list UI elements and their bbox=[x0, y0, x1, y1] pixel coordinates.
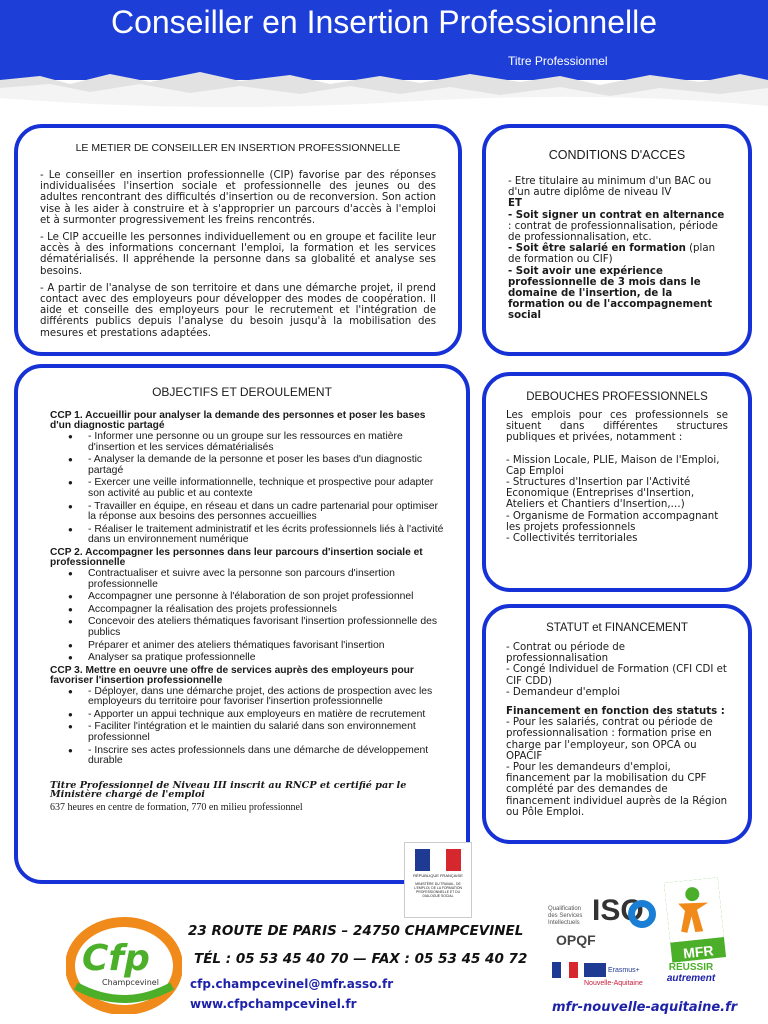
list-item: ● - Travailler en équipe, en réseau et dans un cadre partenarial pour optimiser la réponse aux besoins des personnes accueillies bbox=[50, 502, 448, 523]
cfp-logo bbox=[66, 916, 182, 1014]
address: 23 ROUTE DE PARIS – 24750 CHAMPCEVINEL bbox=[188, 923, 524, 939]
conditions-line: - Soit avoir une expérience professionnelle de 3 mois dans le domaine de l'insertion, de la formation ou de l'accompagnement social bbox=[508, 265, 713, 322]
autrement-text: autrement bbox=[666, 973, 716, 984]
torn-paper-decoration bbox=[0, 66, 768, 120]
email-link[interactable]: cfp.champcevinel@mfr.asso.fr bbox=[190, 977, 394, 991]
list-item: ● Analyser sa pratique professionnelle bbox=[50, 653, 448, 664]
objectifs-section bbox=[14, 364, 470, 884]
metier-paragraph: - Le CIP accueille les personnes individuellement ou en groupe et facilite leur accès à des informations concernant l'emploi, la formation et les services dématérialisés. Il appréhende la personne dans sa globalité et analyse ses besoins. bbox=[40, 232, 436, 277]
conditions-section bbox=[482, 124, 752, 356]
statut-item: - Contrat ou période de professionnalisation bbox=[506, 642, 625, 665]
list-item: ● Accompagner la réalisation des projets professionnels bbox=[50, 605, 448, 616]
metier-paragraph: - A partir de l'analyse de son territoire et dans une démarche projet, il prend contact avec des employeurs pour développer des modes de coopération. Il aide et conseille des employeurs pour le recrutement et l'intégration de différents publics depuis l'analyse du besoin jusqu'à la mobilisation des mesures et prestations adaptées. bbox=[40, 282, 436, 339]
mfr-logo bbox=[664, 877, 726, 962]
cfp-logo-sub: Champcevinel bbox=[102, 978, 159, 987]
metier-paragraph: - Le conseiller en insertion professionnelle (CIP) favorise par des réponses individualisées l'insertion sociale et professionnelle des jeunes ou des adultes rencontrant des difficultés d'insertion ou de reconversion. Son action vise à les aider à construire et à s'approprier un parcours d'accès à l'emploi et à surmonter progressivement les freins rencontrés. bbox=[40, 170, 436, 226]
statut-item: - Demandeur d'emploi bbox=[506, 686, 621, 698]
mfr-figure-icon bbox=[664, 877, 724, 942]
list-item: ● - Déployer, dans une démarche projet, des actions de prospection avec les employeurs du territoire pour favoriser l'insertion professionnelle bbox=[50, 687, 448, 708]
conditions-line bbox=[508, 243, 726, 265]
statut-section bbox=[482, 604, 752, 844]
statut-title: STATUT et FINANCEMENT bbox=[546, 622, 688, 634]
debouches-item: - Mission Locale, PLIE, Maison de l'Emploi, Cap Emploi bbox=[506, 454, 720, 477]
conditions-detail: (plan de formation ou CIF) bbox=[508, 243, 716, 266]
opqf-text: OPQF bbox=[556, 932, 596, 948]
region-logo bbox=[584, 980, 646, 996]
conditions-bold: - Soit être salarié en formation bbox=[508, 243, 686, 255]
list-item: ● - Informer une personne ou un groupe sur les ressources en matière d'insertion et les services dématérialisés bbox=[50, 432, 448, 453]
isq-caption: Qualification des Services Intellectuels bbox=[548, 906, 583, 926]
ministere-label: MINISTÈRE DU TRAVAIL, DE L'EMPLOI, DE LA FORMATION PROFESSIONNELLE ET DU DIALOGUE SOCIAL bbox=[414, 882, 462, 898]
debouches-intro: Les emplois pour ces professionnels se situent dans différentes structures publiques et privées, notamment : bbox=[506, 410, 728, 444]
list-item: ● Concevoir des ateliers thématiques favorisant l'insertion professionnelle des publics bbox=[50, 617, 448, 638]
list-item: ● - Inscrire ses actes professionnels dans une démarche de développement durable bbox=[50, 746, 448, 767]
debouches-item: - Structures d'Insertion par l'Activité Economique (Entreprises d'Insertion, Ateliers et Chantiers d'Insertion,…) bbox=[506, 477, 695, 511]
ccp1-list bbox=[50, 432, 448, 546]
reussir-text: RÉUSSIR bbox=[668, 962, 714, 973]
page-subtitle: Titre Professionnel bbox=[508, 54, 608, 68]
ccp3-heading: CCP 3. Mettre en oeuvre une offre de services auprès des employeurs pour favoriser l'insertion professionnelle bbox=[50, 664, 414, 686]
conditions-bold: - Soit signer un contrat en alternance bbox=[508, 209, 725, 221]
conditions-title: CONDITIONS D'ACCES bbox=[548, 148, 686, 162]
debouches-title: DEBOUCHES PROFESSIONNELS bbox=[526, 391, 708, 403]
reussir-autrement-logo bbox=[652, 962, 730, 990]
cfp-logo-text: Cfp bbox=[82, 938, 150, 979]
hours-note: 637 heures en centre de formation, 770 en milieu professionnel bbox=[50, 802, 303, 814]
region-text: Nouvelle-Aquitaine bbox=[584, 980, 643, 987]
phone-fax: TÉL : 05 53 45 40 70 — FAX : 05 53 45 40 72 bbox=[194, 951, 528, 967]
statut-item: - Congé Individuel de Formation (CFI CDI et CIF CDD) bbox=[506, 664, 727, 687]
conditions-line bbox=[508, 210, 726, 244]
debouches-item: - Organisme de Formation accompagnant les projets professionnels bbox=[506, 510, 719, 533]
debouches-section bbox=[482, 372, 752, 592]
financement-item: - Pour les demandeurs d'emploi, financement par la mobilisation du CPF complété par des demandes de financement individuel auprès de la Région ou Pôle Emploi. bbox=[506, 762, 728, 818]
ccp2-heading: CCP 2. Accompagner les personnes dans leur parcours d'insertion sociale et professionnelle bbox=[50, 546, 423, 568]
financement-title: Financement en fonction des statuts : bbox=[506, 706, 725, 718]
ccp2-list bbox=[50, 569, 448, 664]
list-item: ● Accompagner une personne à l'élaboration de son projet professionnel bbox=[50, 592, 448, 603]
erasmus-text: Erasmus+ bbox=[608, 966, 640, 974]
metier-title: LE METIER DE CONSEILLER EN INSERTION PROFESSIONNELLE bbox=[75, 142, 401, 154]
republique-flag-icon bbox=[552, 962, 578, 978]
ccp3-list bbox=[50, 687, 448, 767]
mfr-text: MFR bbox=[682, 942, 715, 962]
ministere-logo bbox=[404, 842, 472, 918]
isq-text: ISQ bbox=[592, 894, 644, 927]
list-item: ● - Réaliser le traitement administratif et les écrits professionnels liés à l'activité dans un environnement numérique bbox=[50, 525, 448, 546]
republique-label: RÉPUBLIQUE FRANÇAISE bbox=[413, 873, 463, 878]
conditions-et: ET bbox=[508, 198, 522, 210]
list-item: ● - Faciliter l'intégration et le maintien du salarié dans son environnement professionnel bbox=[50, 722, 448, 743]
conditions-detail: : contrat de professionnalisation, période de professionnalisation, etc. bbox=[508, 220, 718, 244]
page-title: Conseiller en Insertion Professionnelle bbox=[110, 4, 658, 40]
financement-item: - Pour les salariés, contrat ou période de professionnalisation : formation prise en charge par l'employeur, son OPCA ou OPACIF bbox=[506, 717, 713, 762]
rncp-note: Titre Professionnel de Niveau III inscrit au RNCP et certifié par le Ministère chargé de l'emploi bbox=[50, 779, 407, 801]
mfr-website-link[interactable]: mfr-nouvelle-aquitaine.fr bbox=[552, 1000, 738, 1015]
eu-flag-icon bbox=[584, 963, 606, 977]
list-item: ● Préparer et animer des ateliers thématiques favorisant l'insertion bbox=[50, 641, 448, 652]
website-link[interactable]: www.cfpchampcevinel.fr bbox=[190, 997, 357, 1011]
objectifs-title: OBJECTIFS ET DEROULEMENT bbox=[152, 385, 332, 399]
isq-opqf-logo bbox=[548, 890, 660, 956]
conditions-line: - Etre titulaire au minimum d'un BAC ou d'un autre diplôme de niveau IV bbox=[508, 176, 712, 199]
isq-circle-icon bbox=[628, 900, 656, 928]
list-item: ● - Exercer une veille informationnelle, technique et prospective pour adapter son activité au public et au contexte bbox=[50, 478, 448, 499]
metier-section bbox=[14, 124, 462, 356]
list-item: ● Contractualiser et suivre avec la personne son parcours d'insertion professionnelle bbox=[50, 569, 448, 590]
ccp1-heading: CCP 1. Accueillir pour analyser la demande des personnes et poser les bases d'un diagnostic partagé bbox=[50, 410, 426, 431]
list-item: ● - Analyser la demande de la personne et poser les bases d'un diagnostic partagé bbox=[50, 455, 448, 476]
list-item: ● - Apporter un appui technique aux employeurs en matière de recrutement bbox=[50, 710, 448, 721]
debouches-item: - Collectivités territoriales bbox=[506, 533, 638, 545]
erasmus-logo bbox=[584, 962, 644, 978]
